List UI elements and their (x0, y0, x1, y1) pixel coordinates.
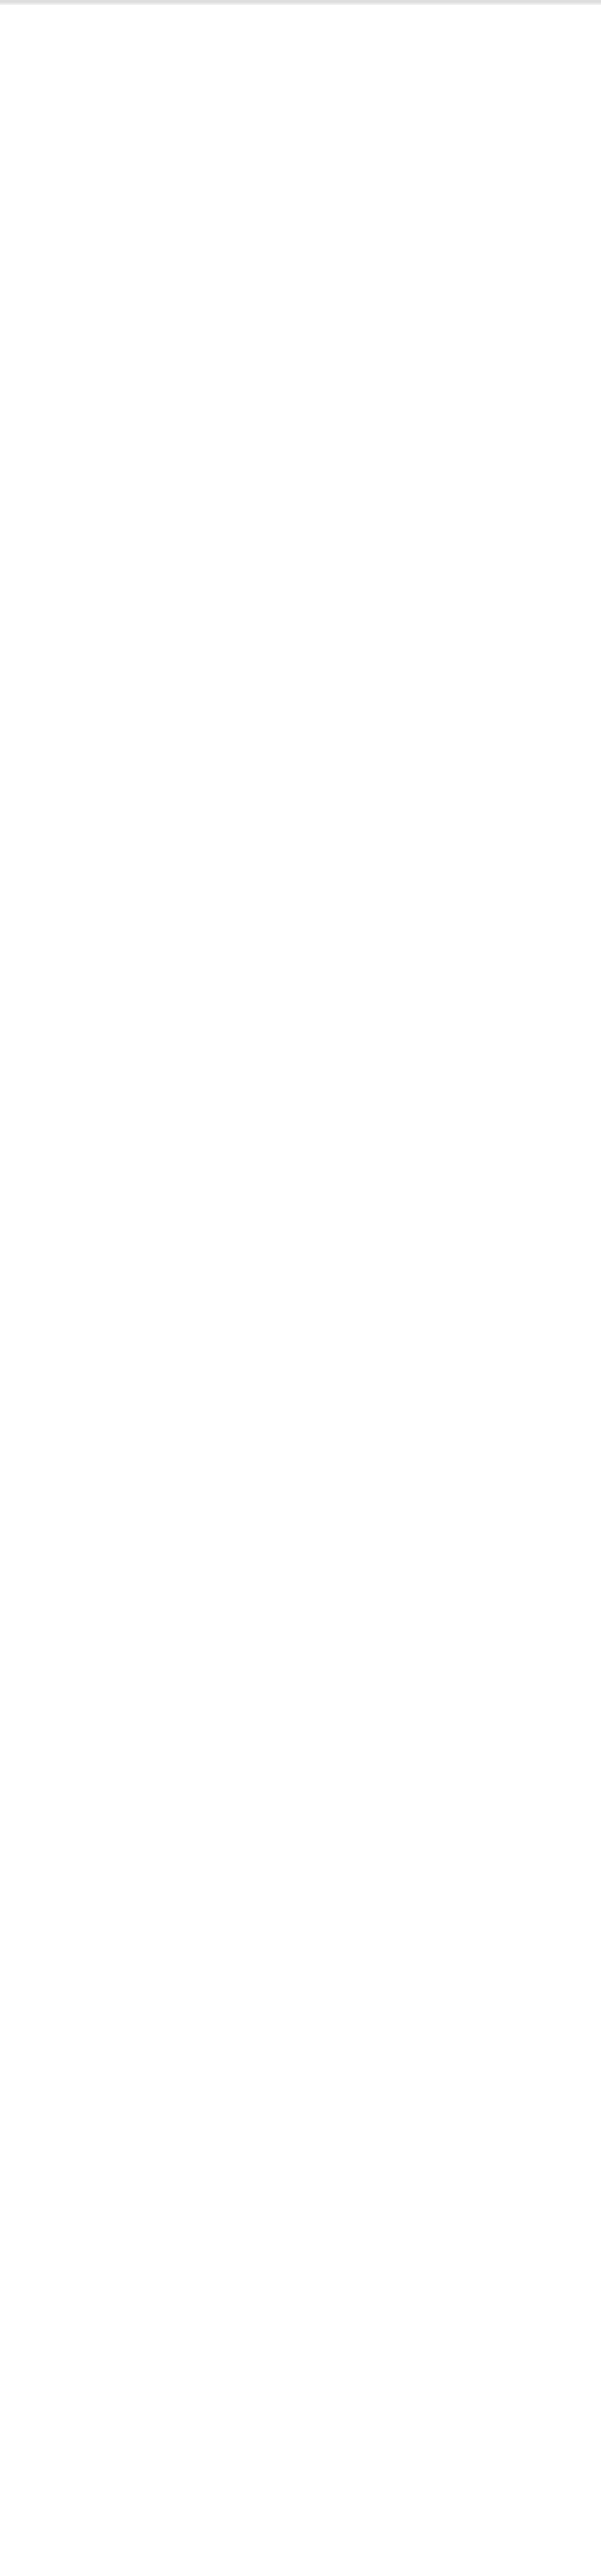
page-separator-top (0, 0, 601, 5)
